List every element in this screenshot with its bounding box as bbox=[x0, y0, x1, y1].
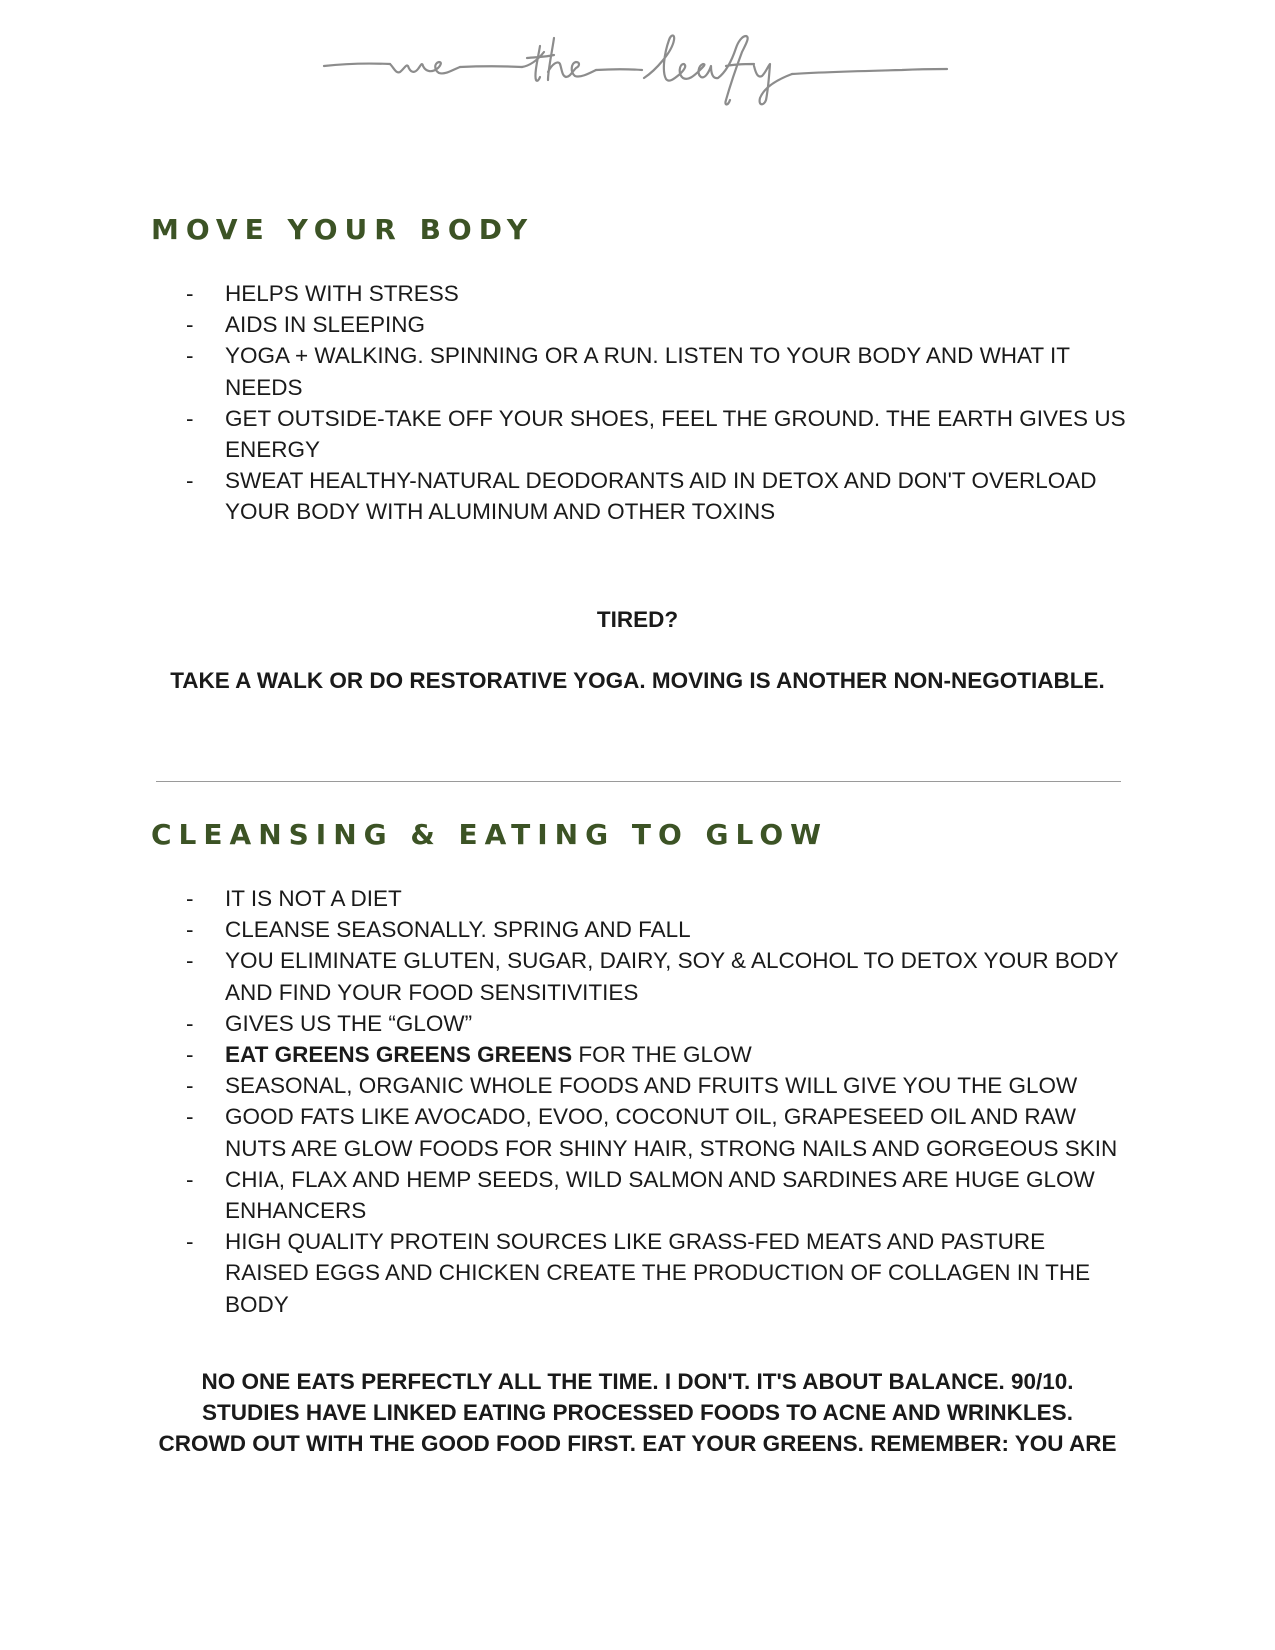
section-title-cleansing-eating-to-glow: CLEANSING & EATING TO GLOW bbox=[151, 818, 829, 851]
list-item bbox=[186, 309, 1126, 340]
list-item-text-rest: FOR THE GLOW bbox=[572, 1042, 752, 1068]
list-item-text: CHIA, FLAX AND HEMP SEEDS, WILD SALMON AND SARDINES ARE HUGE GLOW ENHANCERS bbox=[225, 1166, 1095, 1224]
list-item bbox=[186, 1226, 1126, 1320]
bullet-dash: - bbox=[186, 948, 194, 974]
list-item bbox=[186, 403, 1126, 465]
list-item-text: YOU ELIMINATE GLUTEN, SUGAR, DAIRY, SOY & ALCOHOL TO DETOX YOUR BODY AND FIND YOUR FOOD SENSITIVITIES bbox=[225, 948, 1119, 1005]
closing-line: CROWD OUT WITH THE GOOD FOOD FIRST. EAT YOUR GREENS. REMEMBER: YOU ARE bbox=[158, 1431, 1117, 1456]
list-item bbox=[186, 465, 1126, 527]
section-divider bbox=[156, 781, 1121, 782]
list-item-text: IT IS NOT A DIET bbox=[225, 886, 402, 911]
list-item-text: YOGA + WALKING. SPINNING OR A RUN. LISTEN TO YOUR BODY AND WHAT IT NEEDS bbox=[225, 343, 1070, 400]
list-item bbox=[186, 278, 1126, 309]
list-item-text: AIDS IN SLEEPING bbox=[225, 312, 426, 338]
bullet-dash: - bbox=[186, 1010, 194, 1036]
list-item bbox=[186, 340, 1126, 402]
bullet-dash: - bbox=[186, 1104, 194, 1130]
bullet-dash: - bbox=[186, 281, 194, 306]
closing-line: STUDIES HAVE LINKED EATING PROCESSED FOODS TO ACNE AND WRINKLES. bbox=[202, 1400, 1073, 1425]
list-item-text: SWEAT HEALTHY-NATURAL DEODORANTS AID IN DETOX AND DON'T OVERLOAD YOUR BODY WITH ALUMINUM AND OTHER TOXINS bbox=[225, 468, 1097, 525]
cleansing-list bbox=[186, 883, 1126, 1320]
bullet-dash: - bbox=[186, 917, 194, 943]
move-body-list bbox=[186, 278, 1126, 528]
list-item-text: GIVES US THE “GLOW” bbox=[225, 1010, 473, 1036]
bullet-dash: - bbox=[186, 1229, 194, 1255]
closing-statement bbox=[140, 1366, 1135, 1459]
list-item bbox=[186, 945, 1126, 1007]
list-item bbox=[186, 1164, 1126, 1226]
list-item bbox=[186, 1101, 1126, 1163]
bullet-dash: - bbox=[186, 1073, 194, 1099]
list-item-text: HELPS WITH STRESS bbox=[225, 281, 459, 306]
list-item bbox=[186, 1008, 1126, 1039]
closing-line: NO ONE EATS PERFECTLY ALL THE TIME. I DON'T. IT'S ABOUT BALANCE. 90/10. bbox=[201, 1369, 1074, 1394]
emphasis-greens: EAT GREENS GREENS GREENS bbox=[225, 1042, 573, 1068]
bullet-dash: - bbox=[186, 312, 194, 338]
bullet-dash: - bbox=[186, 886, 194, 911]
list-item-text: HIGH QUALITY PROTEIN SOURCES LIKE GRASS-FED MEATS AND PASTURE RAISED EGGS AND CHICKEN CREATE THE PRODUCTION OF COLLAGEN IN THE BODY bbox=[225, 1229, 1091, 1317]
list-item bbox=[186, 1070, 1126, 1101]
bullet-dash: - bbox=[186, 343, 194, 369]
we-the-leafy-logo bbox=[322, 22, 952, 112]
section-title-move-your-body: MOVE YOUR BODY bbox=[151, 213, 535, 246]
list-item bbox=[186, 1039, 1126, 1070]
list-item-text: CLEANSE SEASONALLY. SPRING AND FALL bbox=[225, 917, 691, 943]
tired-advice: TAKE A WALK OR DO RESTORATIVE YOGA. MOVING IS ANOTHER NON-NEGOTIABLE. bbox=[170, 668, 1105, 693]
list-item-text: SEASONAL, ORGANIC WHOLE FOODS AND FRUITS WILL GIVE YOU THE GLOW bbox=[225, 1073, 1078, 1099]
bullet-dash: - bbox=[186, 1166, 194, 1192]
list-item-text bbox=[225, 1042, 752, 1067]
list-item bbox=[186, 914, 1126, 945]
bullet-dash: - bbox=[186, 468, 194, 494]
list-item-text: GOOD FATS LIKE AVOCADO, EVOO, COCONUT OIL, GRAPESEED OIL AND RAW NUTS ARE GLOW FOODS FOR SHINY HAIR, STRONG NAILS AND GORGEOUS SKIN bbox=[225, 1104, 1118, 1161]
tired-heading: TIRED? bbox=[596, 607, 679, 632]
list-item-text: GET OUTSIDE-TAKE OFF YOUR SHOES, FEEL THE GROUND. THE EARTH GIVES US ENERGY bbox=[225, 405, 1126, 463]
bullet-dash: - bbox=[186, 405, 194, 431]
bullet-dash: - bbox=[186, 1042, 194, 1068]
list-item bbox=[186, 883, 1126, 914]
